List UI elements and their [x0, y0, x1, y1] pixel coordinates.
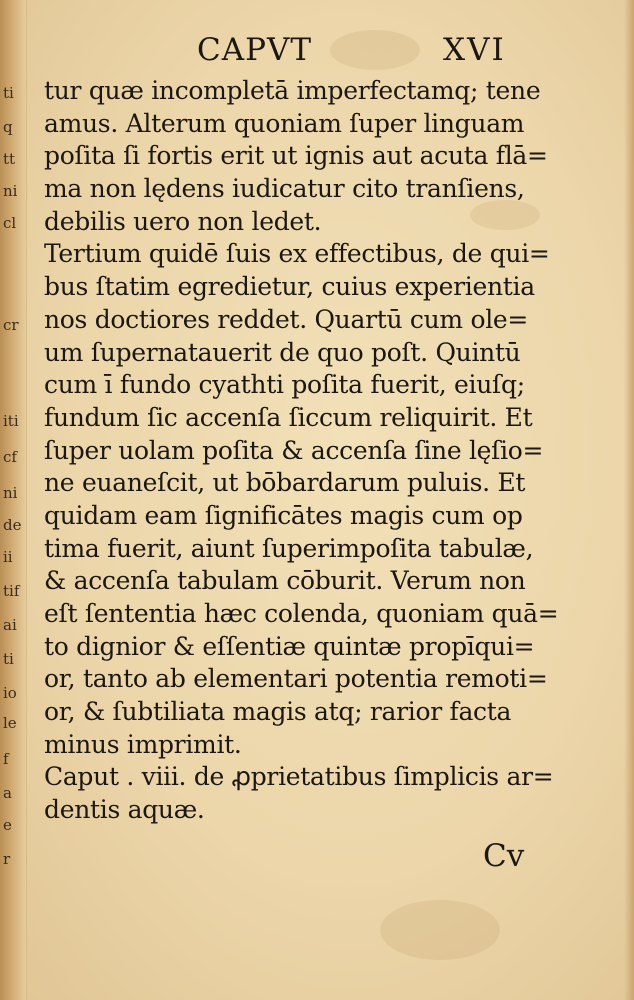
text-line: poſita ſi fortis erit ut ignis aut acuta flā= — [44, 141, 548, 171]
text-line: ma non lędens iudicatur cito tranſiens, — [44, 174, 525, 204]
body-text — [44, 75, 564, 827]
text-line: to dignior & eſſentiæ quintæ propīqui= — [44, 631, 535, 661]
gutter-mark: io — [3, 684, 17, 702]
gutter-mark: de — [3, 516, 22, 534]
text-line: amus. Alterum quoniam ſuper linguam — [44, 108, 525, 138]
header-chapter-number: XVI — [443, 32, 506, 68]
gutter-mark: r — [3, 850, 11, 868]
text-line: nos doctiores reddet. Quartū cum ole= — [44, 304, 529, 334]
gutter-mark: ti — [3, 650, 14, 668]
chapter-heading-line: dentis aquæ. — [44, 795, 205, 825]
text-line: minus imprimit. — [44, 729, 242, 759]
text-line: Tertium quidē ſuis ex effectibus, de qui= — [44, 239, 550, 269]
gutter-mark: cr — [3, 316, 19, 334]
text-line: or, & ſubtiliata magis atq; rarior facta — [44, 697, 512, 727]
paper-stain — [380, 900, 500, 960]
text-line: tur quæ incompletā imperfectamq; tene — [44, 76, 541, 105]
gutter-mark: tif — [3, 582, 20, 600]
gutter-mark: ni — [3, 484, 18, 502]
text-line: um ſupernatauerit de quo poſt. Quintū — [44, 337, 521, 367]
gutter-mark: ni — [3, 182, 18, 200]
gutter-mark: ii — [3, 548, 13, 566]
text-line: tima fuerit, aiunt ſuperimpoſita tabulæ, — [44, 533, 534, 563]
gutter-mark: cl — [3, 214, 17, 232]
text-line: ſuper uolam poſita & accenſa ſine lęſio= — [44, 435, 544, 465]
text-line: fundum ſic accenſa ſiccum reliquirit. Et — [44, 402, 533, 432]
page-edge-shadow — [624, 0, 634, 1000]
gutter-mark: cf — [3, 448, 17, 466]
text-line: eſt ſententia hæc colenda, quoniam quā= — [44, 599, 559, 628]
header-chapter-label: CAPVT — [197, 32, 313, 68]
text-line: quidam eam ſignificātes magis cum op — [44, 500, 523, 530]
text-line: or, tanto ab elementari potentia remoti= — [44, 664, 548, 694]
text-line: cum ī fundo cyathti poſita fuerit, eiuſq; — [44, 370, 525, 400]
running-header — [0, 32, 634, 72]
gutter-mark: q — [3, 118, 13, 136]
gutter-mark: le — [3, 714, 17, 732]
gutter-mark: ai — [3, 616, 17, 634]
chapter-heading-line: Caput . viii. de ꝓprietatibus ſimplicis ar= — [44, 762, 554, 792]
text-line: debilis uero non ledet. — [44, 206, 322, 236]
gutter-mark: iti — [3, 412, 19, 430]
text-line: & accenſa tabulam cōburit. Verum non — [44, 566, 526, 596]
gutter-mark: a — [3, 784, 12, 802]
gutter-mark: tt — [3, 150, 16, 168]
gutter-mark: f — [3, 750, 9, 768]
adjacent-page-edge — [0, 0, 27, 1000]
gutter-mark: e — [3, 816, 12, 834]
text-line: bus ſtatim egredietur, cuius experientia — [44, 272, 535, 302]
gutter-mark: ti — [3, 84, 14, 102]
text-line: ne euaneſcit, ut bōbardarum puluis. Et — [44, 468, 526, 498]
signature-mark: Cv — [483, 838, 525, 874]
